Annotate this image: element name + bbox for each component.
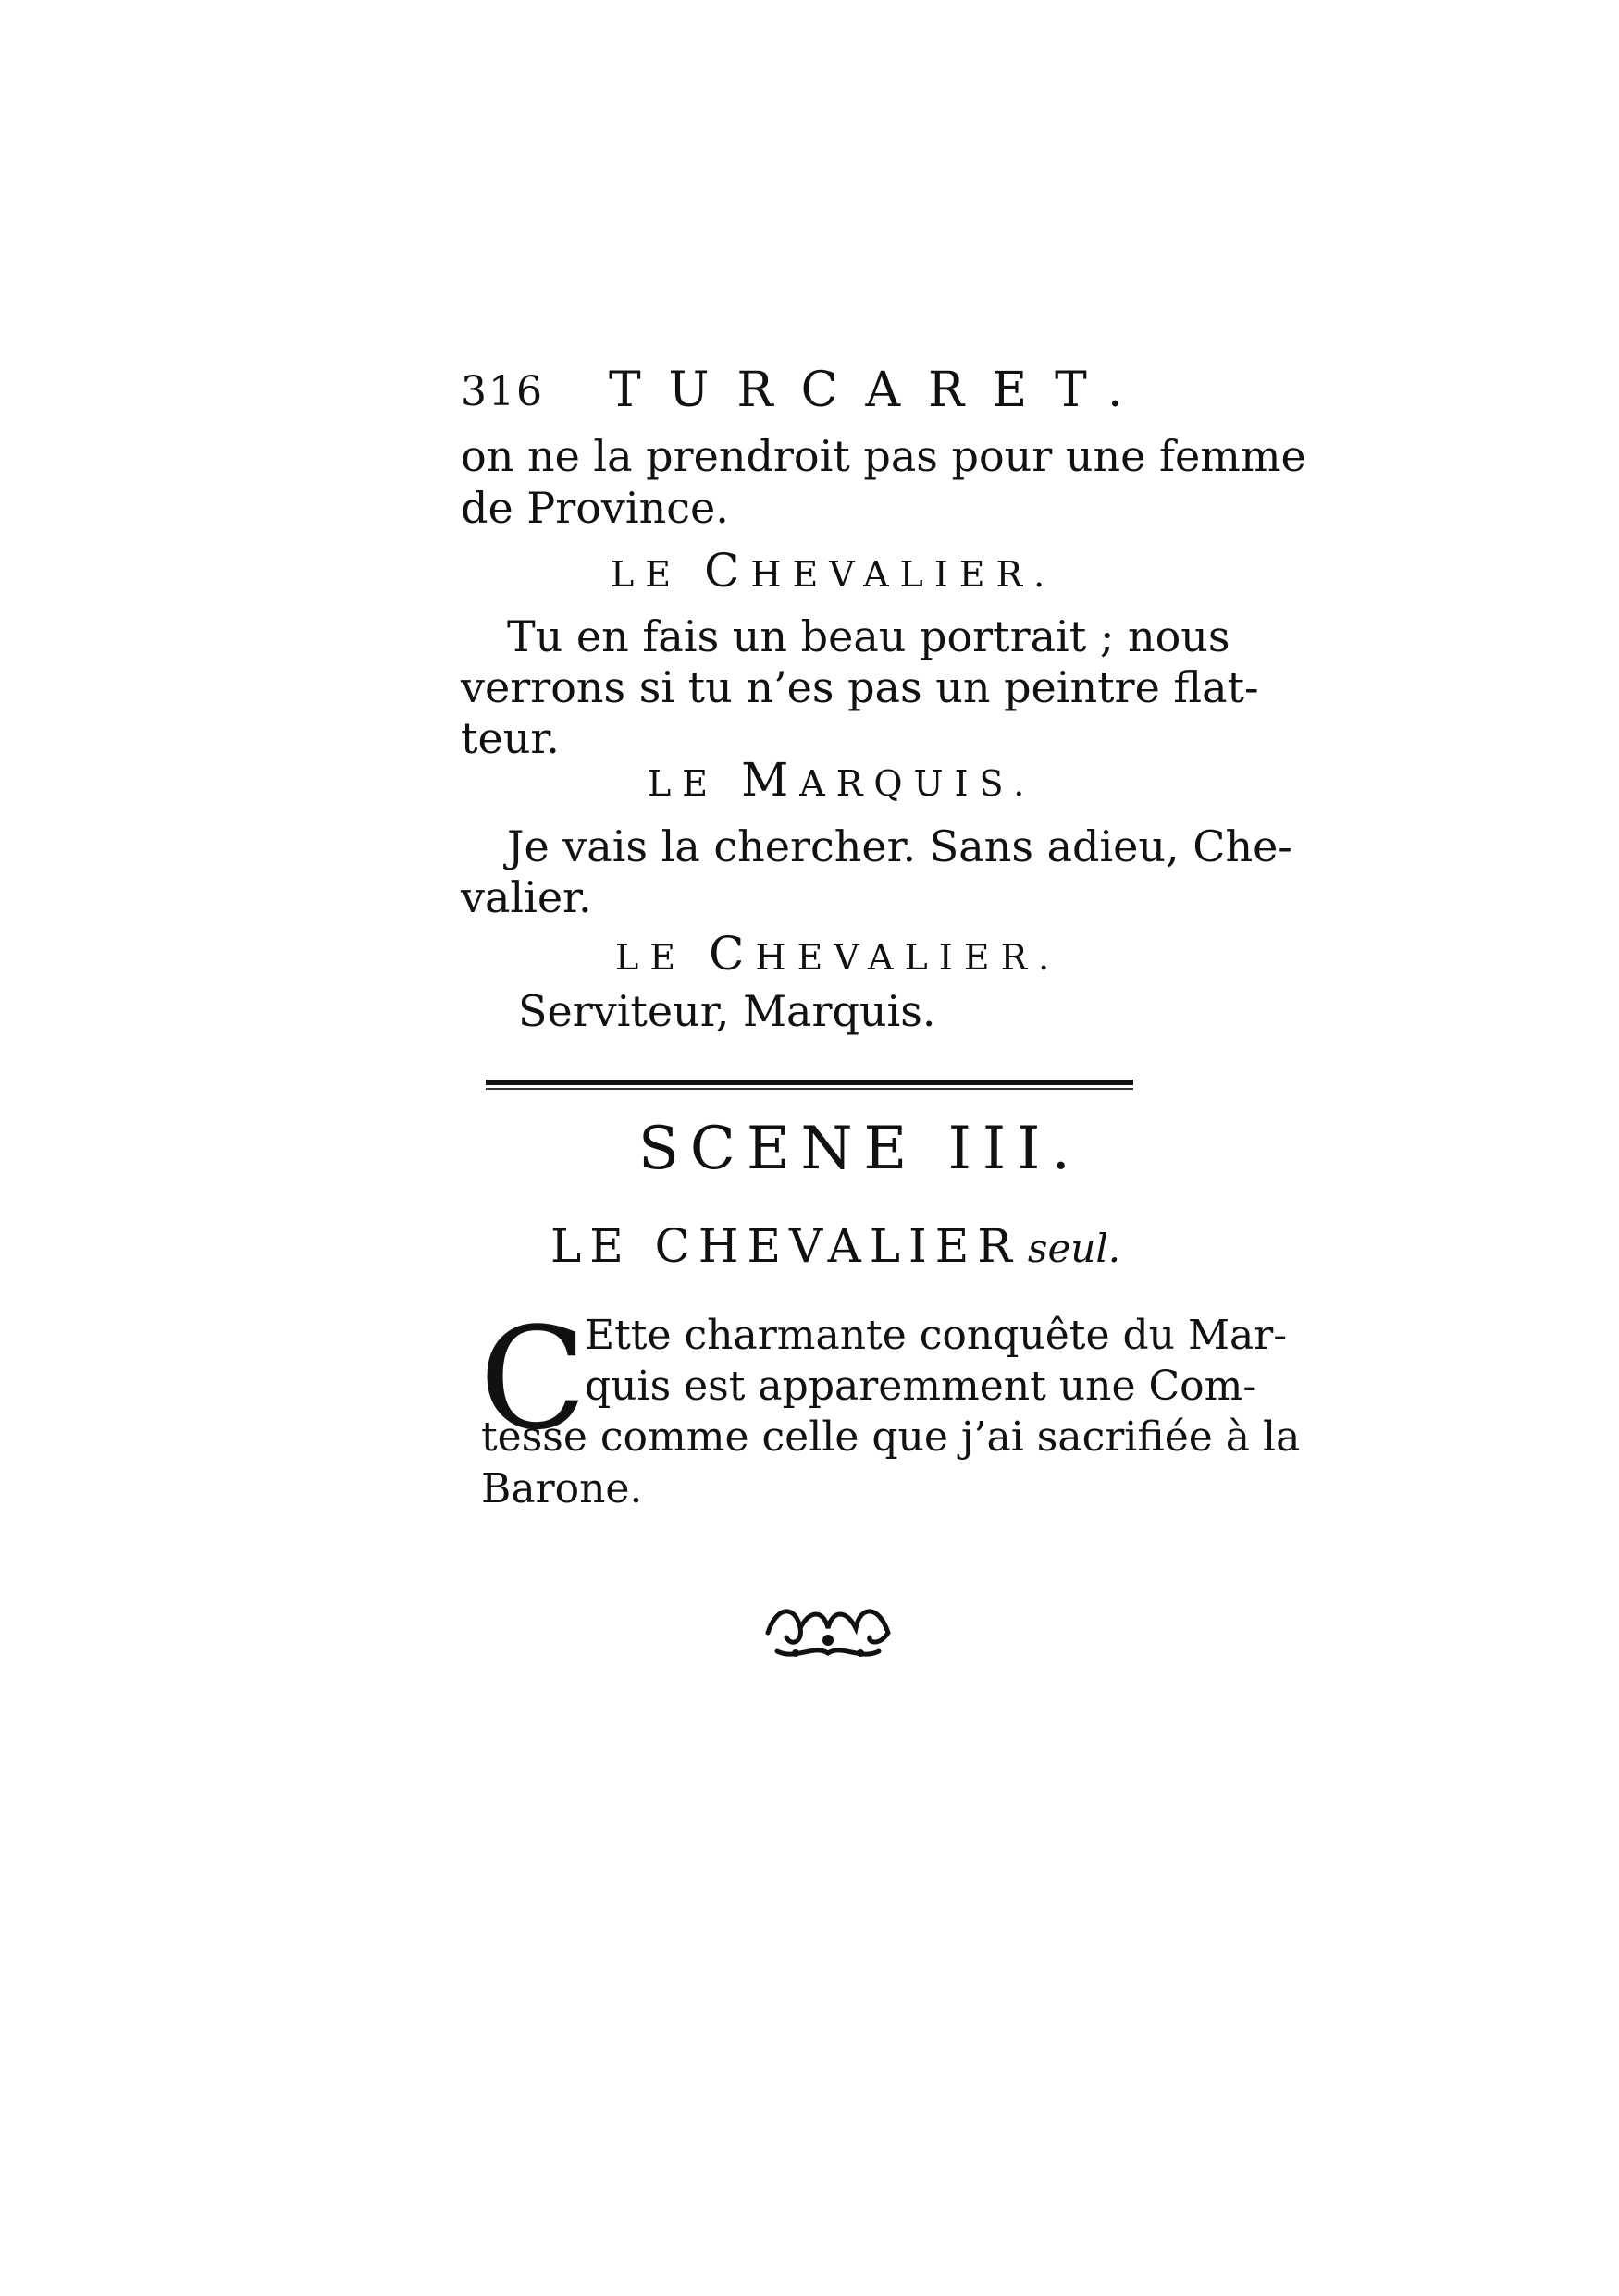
speaker-rest: ARQUIS. <box>799 763 1036 804</box>
text-line: Ette charmante conquête du Mar- <box>585 1312 1288 1359</box>
speaker-initial: C <box>709 927 756 981</box>
speaker-label-chevalier <box>615 927 1061 981</box>
speaker-rest: HEVALIER. <box>755 937 1061 978</box>
scene-divider-rule-thin <box>486 1088 1133 1090</box>
text-line: verrons si tu n’es pas un peintre flat- <box>461 662 1259 712</box>
speaker-label-chevalier <box>611 544 1057 598</box>
scene-speaker <box>550 1219 1121 1273</box>
scene-divider-rule <box>486 1080 1133 1085</box>
text-line: on ne la prendroit pas pour une femme <box>461 431 1306 481</box>
text-line: tesse comme celle que j’ai sacrifiée à la <box>481 1413 1301 1461</box>
text-line: teur. <box>461 713 560 763</box>
speaker-initial: C <box>704 544 751 598</box>
scene-speaker-name: LE CHEVALIER <box>550 1219 1020 1273</box>
page-number: 316 <box>461 368 544 415</box>
drop-cap: C <box>479 1297 587 1461</box>
running-title: TURCARET. <box>609 363 1151 418</box>
text-line: Serviteur, Marquis. <box>518 986 936 1036</box>
page-header <box>461 363 1151 427</box>
speaker-prefix: LE <box>615 937 686 978</box>
text-line: Je vais la chercher. Sans adieu, Che- <box>507 821 1292 871</box>
speaker-rest: HEVALIER. <box>750 554 1057 595</box>
text-line: Barone. <box>481 1465 643 1512</box>
scene-title: SCENE III. <box>638 1115 1081 1183</box>
text-line: quis est apparemment une Com- <box>585 1363 1257 1410</box>
speaker-prefix: LE <box>648 763 719 804</box>
stage-direction: seul. <box>1027 1226 1121 1271</box>
text-line: Tu en fais un beau portrait ; nous <box>507 611 1230 661</box>
text-line: valier. <box>461 872 592 922</box>
speaker-prefix: LE <box>611 554 682 595</box>
speaker-label-marquis <box>648 753 1036 807</box>
text-line: de Province. <box>461 483 729 533</box>
speaker-initial: M <box>741 753 800 807</box>
ornament-fleuron-icon <box>759 1596 897 1670</box>
